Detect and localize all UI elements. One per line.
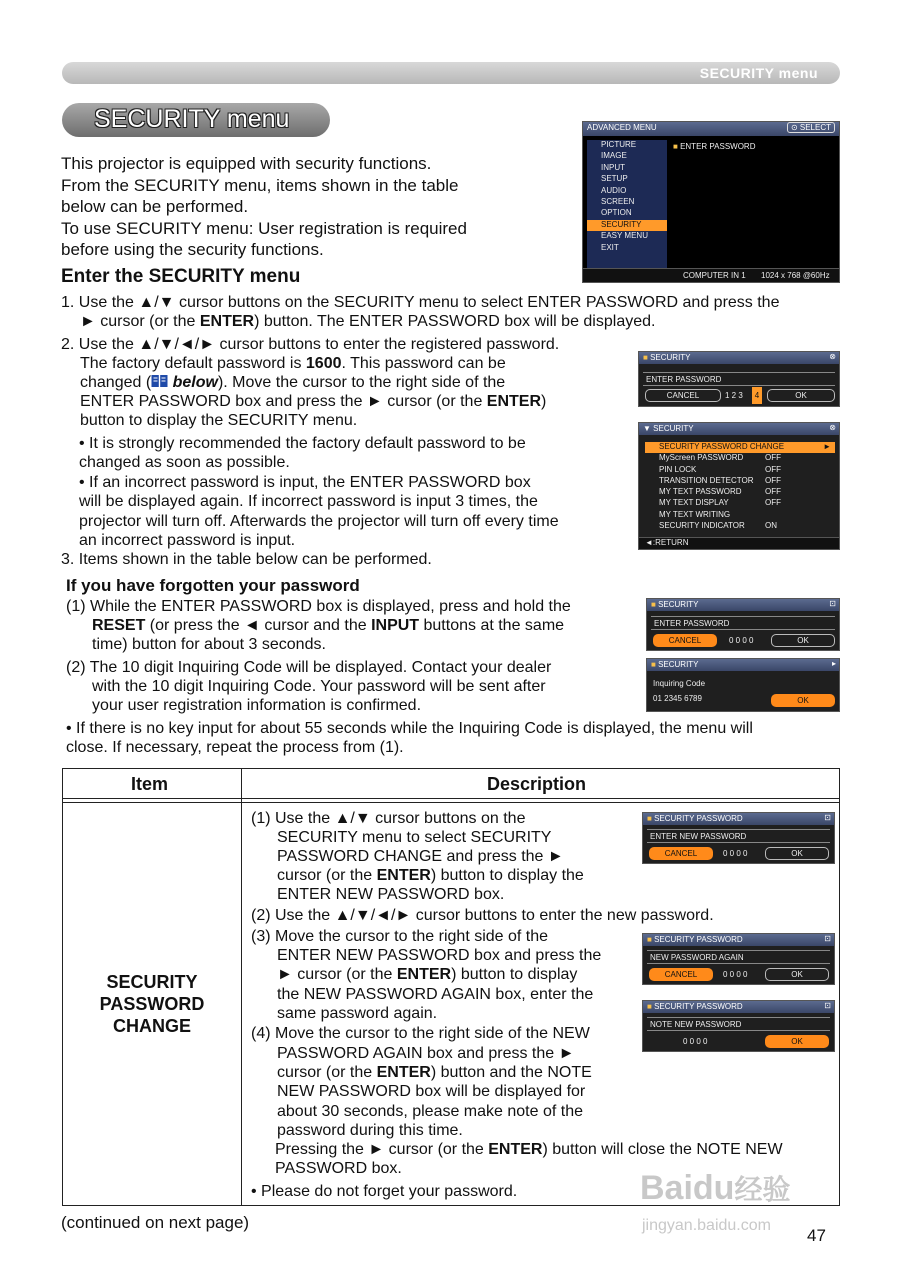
- header-bar-title: SECURITY menu: [699, 65, 818, 81]
- enter-heading: Enter the SECURITY menu: [61, 266, 301, 287]
- osd-titlebar: ■ SECURITY PASSWORD ⊡: [643, 1001, 834, 1013]
- lock-icon: ■: [651, 660, 659, 669]
- step-1-cont: ► cursor (or the ENTER) button. The ENTER PASSWORD box will be displayed.: [80, 313, 656, 330]
- section-title: SECURITY menu: [94, 105, 290, 133]
- desc-line: password during this time.: [277, 1122, 463, 1139]
- header-double-line: [63, 802, 839, 803]
- desc-line: PASSWORD CHANGE and press the ►: [277, 848, 564, 865]
- ok-button: OK: [765, 968, 829, 981]
- step-3: 3. Items shown in the table below can be performed.: [61, 551, 432, 568]
- lock-icon: ■: [673, 142, 681, 151]
- intro-line: From the SECURITY menu, items shown in the table: [61, 176, 459, 195]
- step-2-cont: changed ( below). Move the cursor to the right side of the: [80, 374, 506, 391]
- menu-item: EXIT: [601, 242, 619, 252]
- osd-menu-list: [587, 140, 667, 268]
- desc-line: ► cursor (or the ENTER) button to display: [277, 966, 578, 983]
- desc-line: PASSWORD box.: [275, 1160, 402, 1177]
- menu-row: MY TEXT WRITING: [659, 509, 731, 519]
- continued-note: (continued on next page): [61, 1213, 250, 1232]
- bullet: an incorrect password is input.: [79, 532, 296, 549]
- forgot-step: with the 10 digit Inquiring Code. Your password will be sent after: [92, 678, 546, 695]
- osd-field: ENTER PASSWORD: [643, 372, 835, 386]
- desc-line: NEW PASSWORD box will be displayed for: [277, 1083, 586, 1100]
- desc-line: PASSWORD AGAIN box and press the ►: [277, 1045, 575, 1062]
- osd-titlebar: [583, 122, 839, 136]
- desc-line: same password again.: [277, 1005, 438, 1022]
- osd-field: ENTER NEW PASSWORD: [647, 829, 830, 843]
- password-digits: 0 0 0 0: [723, 849, 748, 858]
- column-divider: [241, 769, 242, 1205]
- forgot-step: time) button for about 3 seconds.: [92, 636, 326, 653]
- reset-password-screenshot: [646, 598, 840, 651]
- osd-titlebar: ▼ SECURITY ⊗: [639, 423, 839, 435]
- cancel-button: CANCEL: [653, 634, 717, 647]
- osd-field: ENTER PASSWORD: [651, 616, 835, 630]
- osd-return: ◄:RETURN: [639, 537, 839, 549]
- intro-line: To use SECURITY menu: User registration is required: [61, 219, 467, 238]
- menu-item: IMAGE: [601, 151, 627, 161]
- ok-button: OK: [765, 1035, 829, 1048]
- menu-row-selected: SECURITY PASSWORD CHANGE ►: [645, 442, 835, 453]
- menu-item: INPUT: [601, 162, 625, 172]
- desc-line: the NEW PASSWORD AGAIN box, enter the: [277, 986, 594, 1003]
- desc-line: cursor (or the ENTER) button and the NOTE: [277, 1064, 592, 1081]
- osd-titlebar: ■ SECURITY ▸: [647, 659, 839, 671]
- enter-password-screenshot: [638, 351, 840, 407]
- forgot-heading: If you have forgotten your password: [66, 576, 360, 595]
- osd-titlebar: ■ SECURITY ⊡: [647, 599, 839, 611]
- step-2-cont: ENTER PASSWORD box and press the ► cursor (or the ENTER): [80, 393, 547, 410]
- desc-line: ENTER NEW PASSWORD box and press the: [277, 947, 602, 964]
- menu-item: PICTURE: [601, 140, 637, 149]
- table-header: [63, 769, 839, 799]
- menu-item: SETUP: [601, 174, 628, 184]
- osd-right-item: ■ ENTER PASSWORD: [673, 142, 756, 151]
- intro-line: This projector is equipped with security functions.: [61, 154, 432, 173]
- desc-line: SECURITY menu to select SECURITY: [277, 829, 552, 846]
- section-title-pill: [62, 103, 330, 137]
- security-table: [62, 768, 840, 1206]
- forgot-note: close. If necessary, repeat the process from (1).: [66, 739, 404, 756]
- close-icon: ⊗: [829, 352, 836, 361]
- ok-button: OK: [767, 389, 835, 402]
- close-icon: ⊗: [829, 423, 836, 432]
- header-bar: [62, 62, 840, 84]
- menu-row: SECURITY INDICATOR ON: [659, 521, 777, 531]
- lock-icon: ■: [647, 814, 655, 823]
- osd-titlebar: ■ SECURITY ⊗: [639, 352, 839, 364]
- osd-security-list: [645, 442, 835, 532]
- password-digits: 0 0 0 0: [723, 970, 748, 979]
- watermark-logo: Baidu经验: [640, 1169, 791, 1207]
- desc-line: (3) Move the cursor to the right side of the: [251, 928, 549, 945]
- col-item: Item: [131, 774, 169, 794]
- password-digits: 0 0 0 0: [729, 636, 754, 645]
- osd-field: NEW PASSWORD AGAIN: [647, 950, 830, 964]
- item-line: SECURITY: [106, 972, 198, 992]
- status-input: COMPUTER IN 1: [683, 271, 746, 280]
- menu-item: AUDIO: [601, 185, 627, 195]
- menu-icon: ⊡: [824, 813, 831, 822]
- page-number: 47: [807, 1226, 826, 1245]
- desc-line: • Please do not forget your password.: [251, 1183, 518, 1200]
- book-icon: [151, 374, 168, 388]
- arrow-icon: ▸: [831, 659, 836, 668]
- lock-icon: ■: [647, 1002, 655, 1011]
- item-line: CHANGE: [112, 1016, 191, 1036]
- bullet: • It is strongly recommended the factory default password to be: [79, 435, 526, 452]
- inquiring-code-screenshot: [646, 658, 840, 712]
- osd-title: ADVANCED MENU: [587, 123, 657, 132]
- ok-button: OK: [765, 847, 829, 860]
- intro-line: below can be performed.: [61, 197, 249, 216]
- status-resolution: 1024 x 768 @60Hz: [761, 271, 830, 280]
- step-2-cont: button to display the SECURITY menu.: [80, 412, 358, 429]
- menu-item-selected: SECURITY: [587, 220, 667, 231]
- osd-field: NOTE NEW PASSWORD: [647, 1017, 830, 1031]
- osd-titlebar: ■ SECURITY PASSWORD ⊡: [643, 934, 834, 946]
- cancel-button: CANCEL: [649, 847, 713, 860]
- menu-row: MY TEXT DISPLAY OFF: [659, 498, 781, 508]
- bullet: will be displayed again. If incorrect password is input 3 times, the: [79, 493, 538, 510]
- active-digit: 4: [752, 387, 762, 404]
- forgot-step: your user registration information is confirmed.: [92, 697, 422, 714]
- forgot-step: (2) The 10 digit Inquiring Code will be displayed. Contact your dealer: [66, 659, 552, 676]
- item-cell: [63, 971, 241, 1037]
- security-menu-screenshot: [638, 422, 840, 550]
- enter-new-password-screenshot: [642, 812, 835, 864]
- intro-line: before using the security functions.: [61, 240, 324, 259]
- forgot-step: RESET (or press the ◄ cursor and the INPUT buttons at the same: [92, 617, 565, 634]
- menu-row: MY TEXT PASSWORD OFF: [659, 487, 781, 497]
- step-2: 2. Use the ▲/▼/◄/► cursor buttons to enter the registered password.: [61, 336, 560, 353]
- desc-line: cursor (or the ENTER) button to display the: [277, 867, 584, 884]
- lock-icon: ■: [643, 353, 651, 362]
- password-digits: 1 2 3: [725, 391, 743, 400]
- desc-line: Pressing the ► cursor (or the ENTER) button will close the NOTE NEW: [275, 1141, 783, 1158]
- watermark-url: jingyan.baidu.com: [642, 1217, 771, 1234]
- shield-icon: ▼: [643, 424, 654, 433]
- lock-icon: ■: [647, 935, 655, 944]
- select-hint: ⊙ SELECT: [787, 122, 835, 133]
- bullet: projector will turn off. Afterwards the projector will turn off every time: [79, 513, 559, 530]
- inquiry-label: Inquiring Code: [653, 679, 706, 688]
- menu-icon: ⊡: [824, 1001, 831, 1010]
- item-line: PASSWORD: [99, 994, 205, 1014]
- desc-line: ENTER NEW PASSWORD box.: [277, 886, 505, 903]
- cancel-button: CANCEL: [645, 389, 721, 402]
- desc-line: (2) Use the ▲/▼/◄/► cursor buttons to enter the new password.: [251, 907, 714, 924]
- menu-row: PIN LOCK OFF: [659, 464, 781, 474]
- osd-status-bar: [583, 268, 839, 282]
- inquiry-code: 01 2345 6789: [653, 694, 702, 703]
- menu-row: TRANSITION DETECTOR OFF: [659, 475, 781, 485]
- bullet: changed as soon as possible.: [79, 454, 290, 471]
- col-description: Description: [487, 774, 587, 794]
- advanced-menu-screenshot: [582, 121, 840, 283]
- menu-item: SCREEN: [601, 196, 635, 206]
- forgot-note: • If there is no key input for about 55 seconds while the Inquiring Code is displayed, the menu will: [66, 720, 753, 737]
- cancel-button: CANCEL: [649, 968, 713, 981]
- lock-icon: ■: [651, 600, 659, 609]
- desc-line: about 30 seconds, please make note of the: [277, 1103, 583, 1120]
- bullet: • If an incorrect password is input, the ENTER PASSWORD box: [79, 474, 531, 491]
- menu-item: EASY MENU: [601, 231, 648, 241]
- new-password-again-screenshot: [642, 933, 835, 985]
- desc-line: (1) Use the ▲/▼ cursor buttons on the: [251, 810, 526, 827]
- menu-row: MyScreen PASSWORD OFF: [659, 453, 781, 463]
- forgot-step: (1) While the ENTER PASSWORD box is displayed, press and hold the: [66, 598, 571, 615]
- ok-button: OK: [771, 634, 835, 647]
- ok-button: OK: [771, 694, 835, 707]
- menu-icon: ⊡: [824, 934, 831, 943]
- password-digits: 0 0 0 0: [683, 1037, 708, 1046]
- menu-item: OPTION: [601, 208, 632, 218]
- menu-icon: ⊡: [829, 599, 836, 608]
- osd-titlebar: ■ SECURITY PASSWORD ⊡: [643, 813, 834, 825]
- step-1: 1. Use the ▲/▼ cursor buttons on the SECURITY menu to select ENTER PASSWORD and press the: [61, 294, 780, 311]
- step-2-cont: The factory default password is 1600. This password can be: [80, 355, 506, 372]
- note-new-password-screenshot: [642, 1000, 835, 1052]
- desc-line: (4) Move the cursor to the right side of the NEW: [251, 1025, 590, 1042]
